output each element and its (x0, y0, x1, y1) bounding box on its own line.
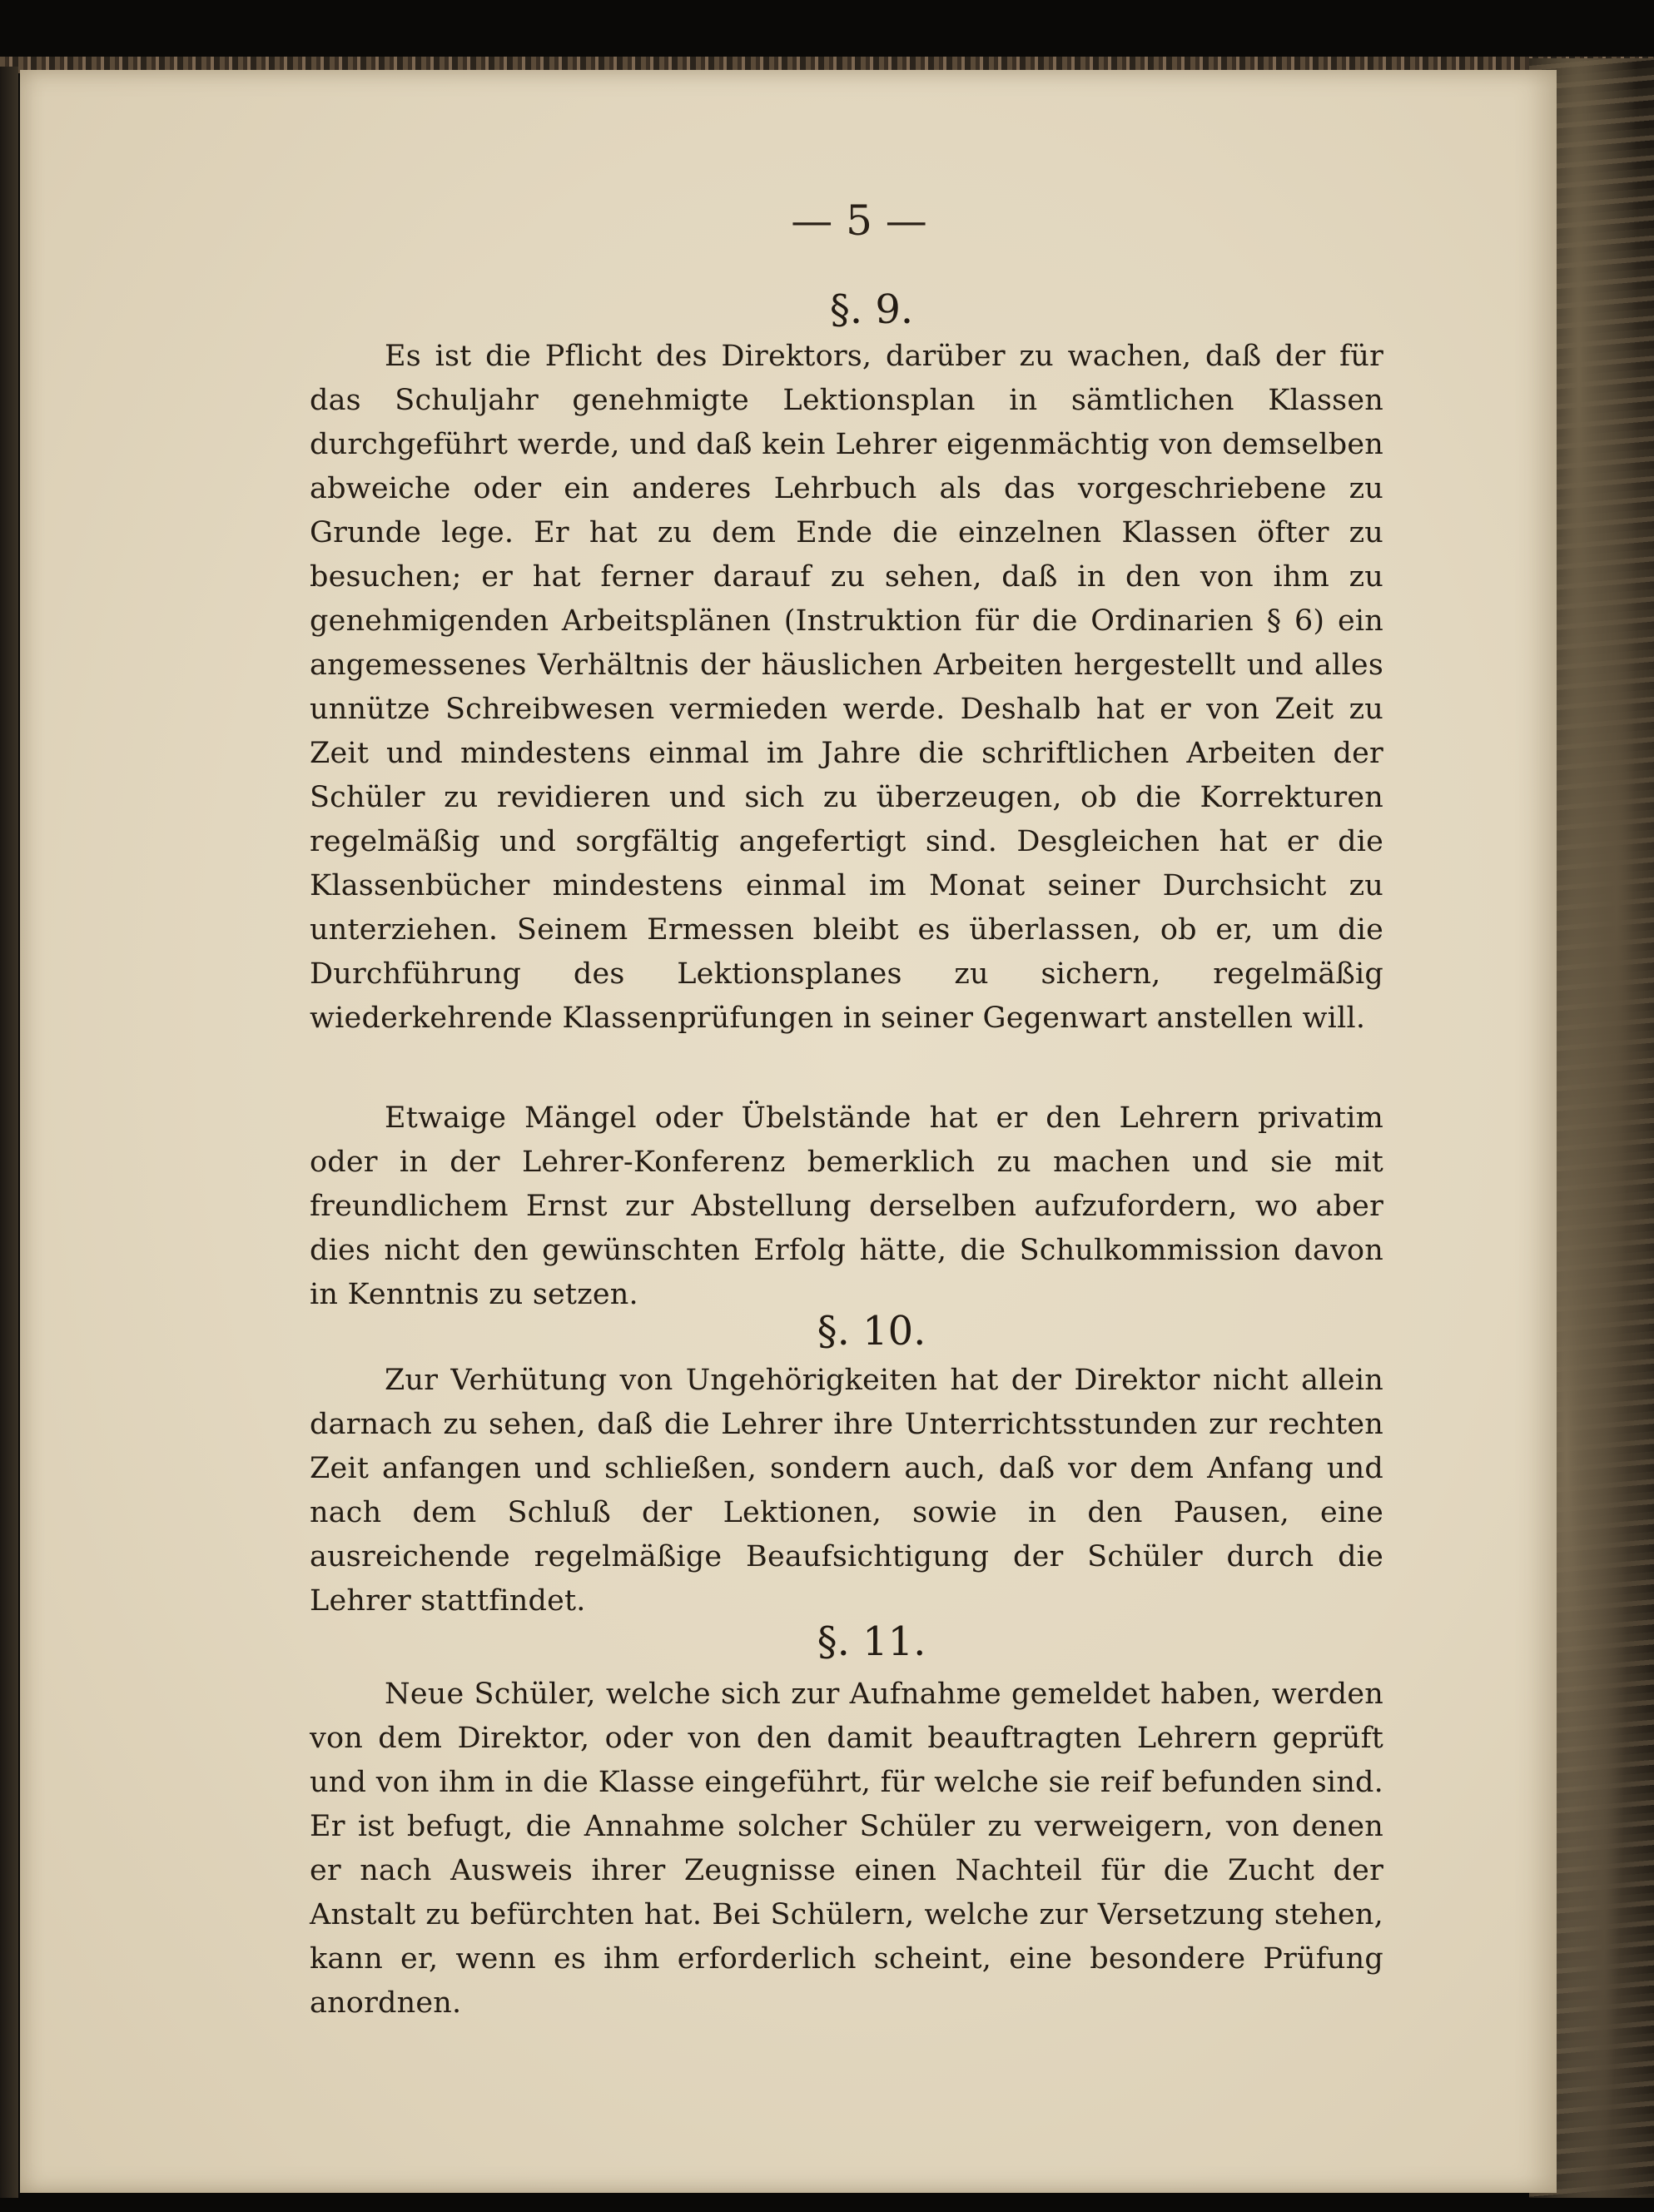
section-11-paragraph-1: Neue Schüler, welche sich zur Aufnahme gemeldet haben, werden von dem Direktor, oder von den damit beauftragten Lehrern geprüft und von ihm in die Klasse eingeführt, für welche sie reif befunden sind. Er ist befugt, die Annahme solcher Schüler zu verweigern, von denen er nach Ausweis ihrer Zeugnisse einen Nachteil für die Zucht der Anstalt zu befürchten hat. Bei Schülern, welche zur Versetzung stehen, kann er, wenn es ihm erforderlich scheint, eine besondere Prüfung anordnen. (310, 1678, 1383, 2020)
section-heading-10: §. 10. (817, 1308, 926, 1355)
section-heading-11: §. 11. (817, 1618, 926, 1665)
page-number: — 5 — (791, 196, 927, 245)
section-9-paragraph-1: Es ist die Pflicht des Direktors, darüber zu wachen, daß der für das Schuljahr genehmigte Lektionsplan in sämtlichen Klassen durchgeführt werde, und daß kein Lehrer eigenmächtig von demselben abweiche oder ein anderes Lehrbuch als das vorgeschriebene zu Grunde lege. Er hat zu dem Ende die einzelnen Klassen öfter zu besuchen; er hat ferner darauf zu sehen, daß in den von ihm zu genehmigenden Arbeitsplänen (Instruktion für die Ordinarien § 6) ein angemessenes Verhältnis der häuslichen Arbeiten hergestellt und alles unnütze Schreibwesen vermieden werde. Deshalb hat er von Zeit zu Zeit und mindestens einmal im Jahre die schriftlichen Arbeiten der Schüler zu revidieren und sich zu überzeugen, ob die Korrekturen regelmäßig und sorgfältig angefertigt sind. Desgleichen hat er die Klassenbücher mindestens einmal im Monat seiner Durchsicht zu unterziehen. Seinem Ermessen bleibt es überlassen, ob er, um die Durchführung des Lektionsplanes zu sichern, regelmäßig wiederkehrende Klassenprüfungen in seiner Gegenwart anstellen will. (310, 340, 1383, 1035)
section-9-paragraph-2: Etwaige Mängel oder Übelstände hat er den Lehrern privatim oder in der Lehrer-Konferenz bemerklich zu machen und sie mit freundlichem Ernst zur Abstellung derselben aufzufordern, wo aber dies nicht den gewünschten Erfolg hätte, die Schulkommission davon in Kenntnis zu setzen. (310, 1101, 1383, 1311)
left-page-edge (0, 67, 18, 2198)
section-heading-9: §. 9. (829, 286, 914, 333)
section-10-paragraph-1: Zur Verhütung von Ungehörigkeiten hat der Direktor nicht allein darnach zu sehen, daß die Lehrer ihre Unterrichtsstunden zur rechten Zeit anfangen und schließen, sondern auch, daß vor dem Anfang und nach dem Schluß der Lektionen, sowie in den Pausen, eine ausreichende regelmäßige Beaufsichtigung der Schüler durch die Lehrer stattfindet. (310, 1364, 1383, 1618)
book-page (20, 70, 1557, 2193)
